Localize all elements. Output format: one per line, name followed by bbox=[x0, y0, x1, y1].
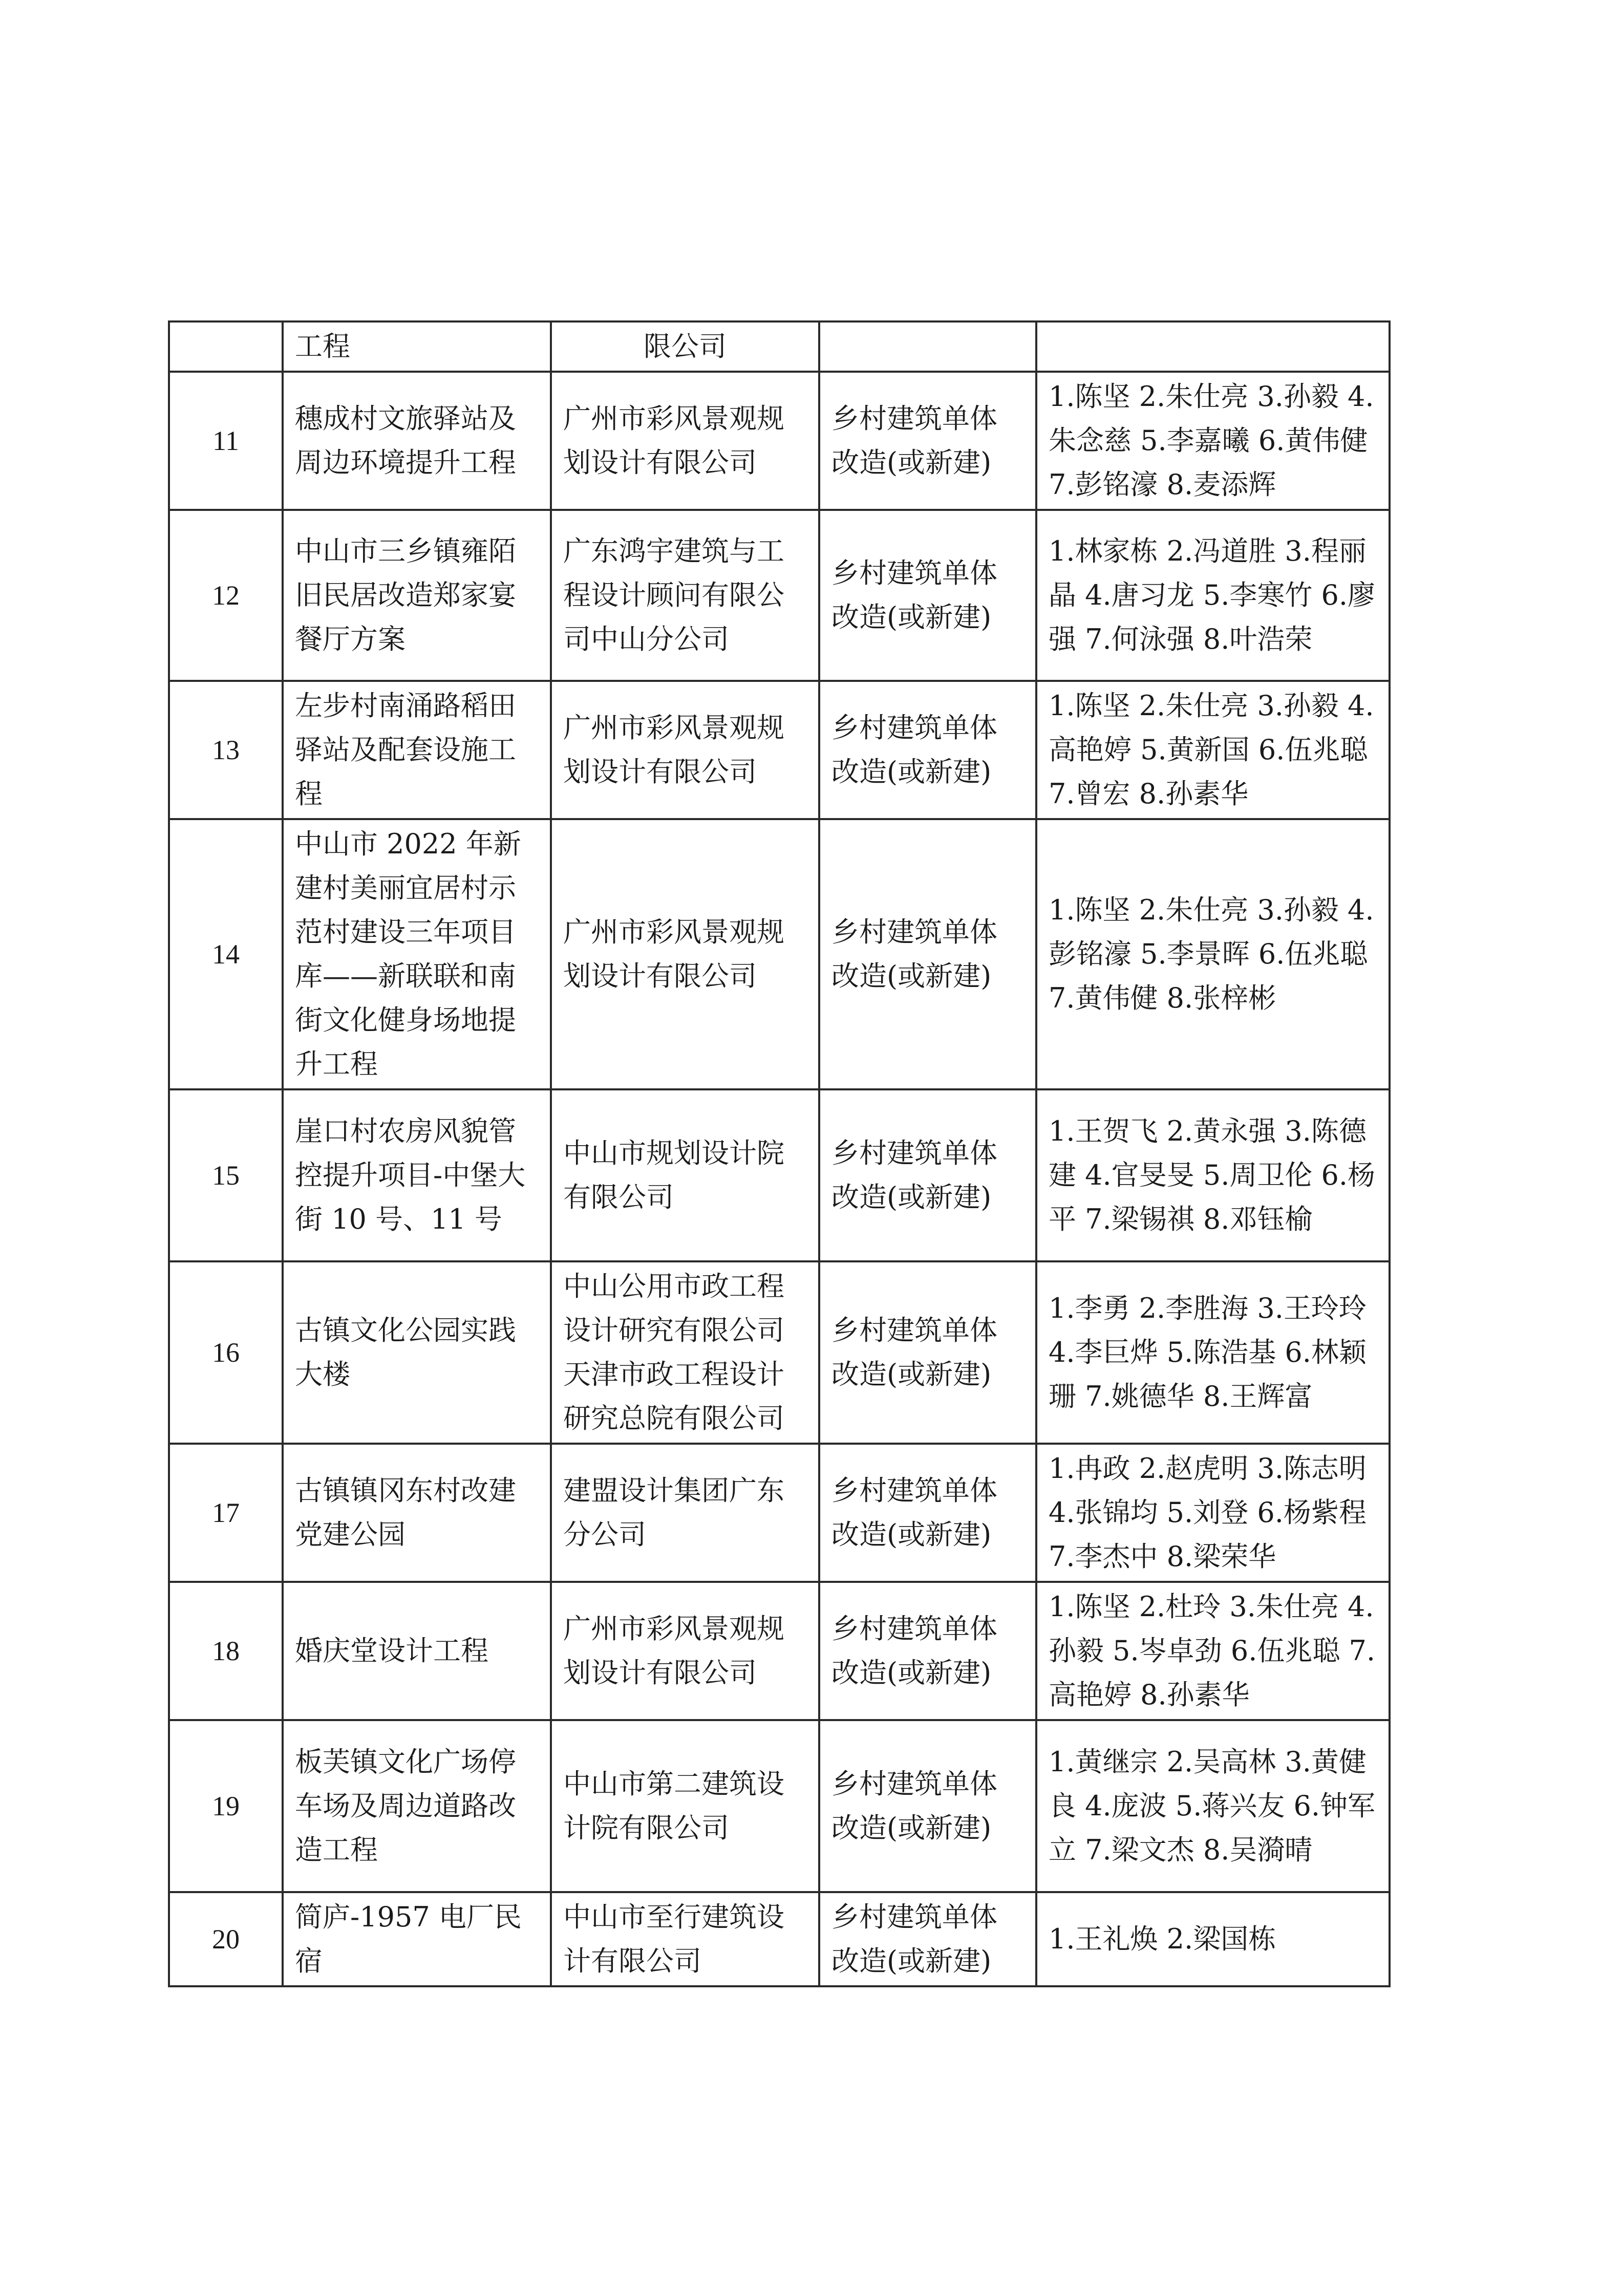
cell-members: 1.陈坚 2.朱仕亮 3.孙毅 4.朱念慈 5.李嘉曦 6.黄伟健 7.彭铭濠 8.麦添辉 bbox=[1036, 372, 1390, 510]
cell-no: 12 bbox=[169, 510, 283, 681]
cell-category: 乡村建筑单体改造(或新建) bbox=[819, 1582, 1036, 1720]
cell-project: 婚庆堂设计工程 bbox=[283, 1582, 551, 1720]
cell-no: 20 bbox=[169, 1892, 283, 1986]
cell-unit: 中山公用市政工程设计研究有限公司天津市政工程设计研究总院有限公司 bbox=[551, 1261, 819, 1444]
table-row bbox=[169, 1582, 1390, 1720]
cell-members: 1.黄继宗 2.吴高林 3.黄健良 4.庞波 5.蒋兴友 6.钟军立 7.梁文杰 8.吴漪晴 bbox=[1036, 1720, 1390, 1892]
cell-members: 1.陈坚 2.杜玲 3.朱仕亮 4.孙毅 5.岑卓劲 6.伍兆聪 7.高艳婷 8.孙素华 bbox=[1036, 1582, 1390, 1720]
cell-project: 简庐-1957 电厂民宿 bbox=[283, 1892, 551, 1986]
cell-unit: 中山市规划设计院有限公司 bbox=[551, 1089, 819, 1261]
cell-project: 板芙镇文化广场停车场及周边道路改造工程 bbox=[283, 1720, 551, 1892]
award-table bbox=[168, 320, 1391, 1987]
cell-unit: 广州市彩风景观规划设计有限公司 bbox=[551, 372, 819, 510]
cell-project: 中山市三乡镇雍陌旧民居改造郑家宴餐厅方案 bbox=[283, 510, 551, 681]
cell-no: 17 bbox=[169, 1444, 283, 1582]
table-row bbox=[169, 1089, 1390, 1261]
cell-unit: 广州市彩风景观规划设计有限公司 bbox=[551, 681, 819, 819]
cell-members: 1.冉政 2.赵虎明 3.陈志明 4.张锦均 5.刘登 6.杨紫程 7.李杰中 8.梁荣华 bbox=[1036, 1444, 1390, 1582]
cell-project: 古镇文化公园实践大楼 bbox=[283, 1261, 551, 1444]
cell-no bbox=[169, 321, 283, 372]
cell-members bbox=[1036, 321, 1390, 372]
cell-members: 1.王礼焕 2.梁国栋 bbox=[1036, 1892, 1390, 1986]
table-row bbox=[169, 1720, 1390, 1892]
cell-unit: 中山市至行建筑设计有限公司 bbox=[551, 1892, 819, 1986]
cell-unit: 限公司 bbox=[551, 321, 819, 372]
table-row bbox=[169, 1444, 1390, 1582]
table-row bbox=[169, 510, 1390, 681]
table-row bbox=[169, 1261, 1390, 1444]
cell-members: 1.王贺飞 2.黄永强 3.陈德建 4.官旻旻 5.周卫伦 6.杨平 7.梁锡祺 8.邓钰榆 bbox=[1036, 1089, 1390, 1261]
cell-category: 乡村建筑单体改造(或新建) bbox=[819, 1089, 1036, 1261]
cell-members: 1.陈坚 2.朱仕亮 3.孙毅 4.高艳婷 5.黄新国 6.伍兆聪 7.曾宏 8.孙素华 bbox=[1036, 681, 1390, 819]
cell-category: 乡村建筑单体改造(或新建) bbox=[819, 681, 1036, 819]
cell-category: 乡村建筑单体改造(或新建) bbox=[819, 1720, 1036, 1892]
cell-category: 乡村建筑单体改造(或新建) bbox=[819, 1444, 1036, 1582]
cell-unit: 中山市第二建筑设计院有限公司 bbox=[551, 1720, 819, 1892]
cell-project: 左步村南涌路稻田驿站及配套设施工程 bbox=[283, 681, 551, 819]
cell-members: 1.陈坚 2.朱仕亮 3.孙毅 4.彭铭濠 5.李景晖 6.伍兆聪 7.黄伟健 8.张梓彬 bbox=[1036, 819, 1390, 1089]
cell-category: 乡村建筑单体改造(或新建) bbox=[819, 819, 1036, 1089]
cell-no: 13 bbox=[169, 681, 283, 819]
table-row bbox=[169, 681, 1390, 819]
cell-unit: 广东鸿宇建筑与工程设计顾问有限公司中山分公司 bbox=[551, 510, 819, 681]
cell-no: 19 bbox=[169, 1720, 283, 1892]
cell-category: 乡村建筑单体改造(或新建) bbox=[819, 372, 1036, 510]
cell-category: 乡村建筑单体改造(或新建) bbox=[819, 1261, 1036, 1444]
cell-unit: 广州市彩风景观规划设计有限公司 bbox=[551, 819, 819, 1089]
cell-project: 崖口村农房风貌管控提升项目-中堡大街 10 号、11 号 bbox=[283, 1089, 551, 1261]
cell-category: 乡村建筑单体改造(或新建) bbox=[819, 1892, 1036, 1986]
cell-no: 14 bbox=[169, 819, 283, 1089]
table-row bbox=[169, 372, 1390, 510]
cell-unit: 广州市彩风景观规划设计有限公司 bbox=[551, 1582, 819, 1720]
cell-no: 15 bbox=[169, 1089, 283, 1261]
cell-project: 工程 bbox=[283, 321, 551, 372]
table-row-continuation bbox=[169, 321, 1390, 372]
cell-unit: 建盟设计集团广东分公司 bbox=[551, 1444, 819, 1582]
cell-category: 乡村建筑单体改造(或新建) bbox=[819, 510, 1036, 681]
cell-no: 18 bbox=[169, 1582, 283, 1720]
cell-no: 16 bbox=[169, 1261, 283, 1444]
table-row bbox=[169, 1892, 1390, 1986]
cell-project: 中山市 2022 年新建村美丽宜居村示范村建设三年项目库——新联联和南街文化健身场地提升工程 bbox=[283, 819, 551, 1089]
cell-project: 穗成村文旅驿站及周边环境提升工程 bbox=[283, 372, 551, 510]
cell-project: 古镇镇冈东村改建党建公园 bbox=[283, 1444, 551, 1582]
table-row bbox=[169, 819, 1390, 1089]
cell-category bbox=[819, 321, 1036, 372]
cell-members: 1.李勇 2.李胜海 3.王玲玲 4.李巨烨 5.陈浩基 6.林颖珊 7.姚德华 8.王辉富 bbox=[1036, 1261, 1390, 1444]
cell-members: 1.林家栋 2.冯道胜 3.程丽晶 4.唐习龙 5.李寒竹 6.廖强 7.何泳强 8.叶浩荣 bbox=[1036, 510, 1390, 681]
cell-no: 11 bbox=[169, 372, 283, 510]
